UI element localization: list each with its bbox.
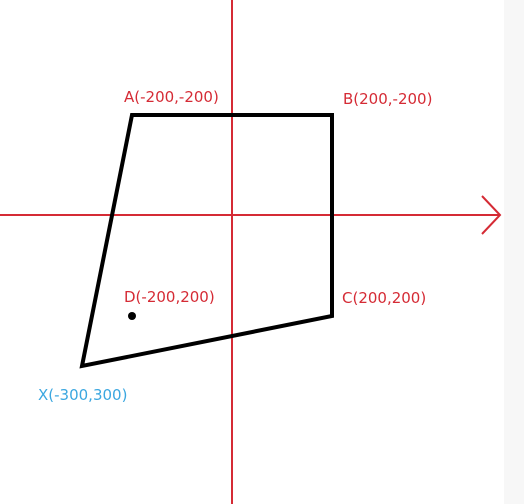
- point-d-dot: [128, 312, 136, 320]
- background-panel: [504, 0, 524, 504]
- label-point-x: X(-300,300): [38, 386, 128, 404]
- label-point-b: B(200,-200): [343, 90, 433, 108]
- quadrilateral-shape: [82, 115, 332, 366]
- label-point-c: C(200,200): [342, 289, 427, 307]
- label-point-d: D(-200,200): [124, 288, 215, 306]
- label-point-a: A(-200,-200): [124, 88, 219, 106]
